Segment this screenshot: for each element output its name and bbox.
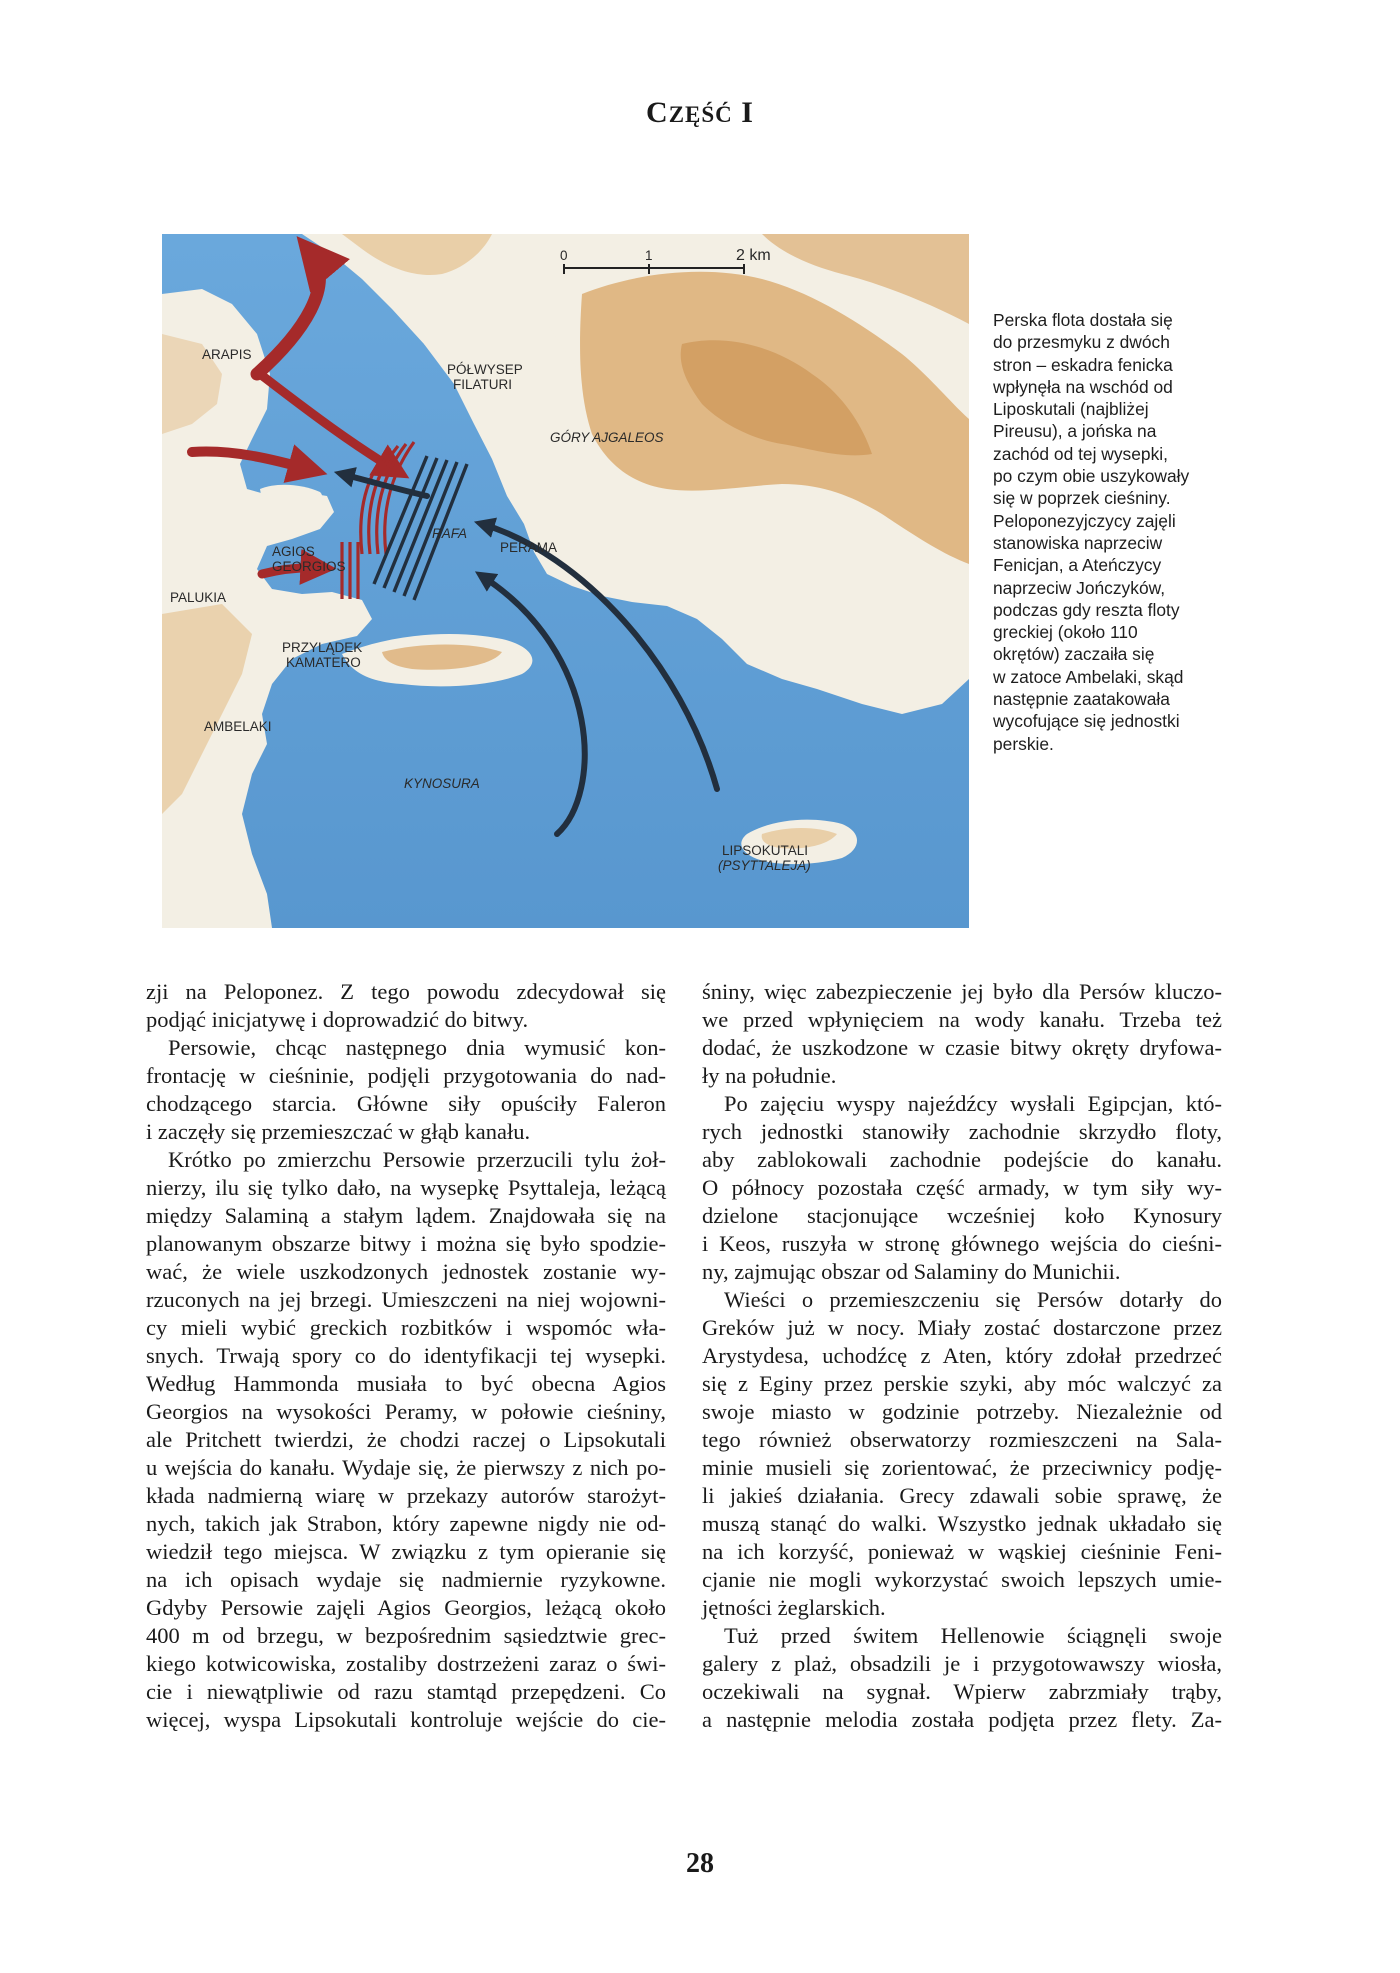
text-line: śniny, więc zabezpieczenie jej było dla Persów kluczo- [702, 979, 1222, 1004]
text-line: rzuconych na jej brzegi. Umieszczeni na niej wojowni- [146, 1287, 666, 1312]
text-line: tego również obserwatorzy rozmieszczeni na Sala- [702, 1427, 1222, 1452]
text-line: Persowie, chcąc następnego dnia wymusić kon- [168, 1035, 666, 1060]
text-line: się z Eginy przez perskie szyki, aby móc walczyć za [702, 1371, 1222, 1396]
text-line: ły na południe. [702, 1063, 837, 1088]
label-perama: PERAMA [500, 540, 558, 555]
label-agios-1: AGIOS [272, 544, 315, 559]
text-line: więcej, wyspa Lipsokutali kontroluje wejście do cie- [146, 1707, 666, 1732]
header-rest: ZĘŚĆ [668, 102, 733, 127]
text-line: Według Hammonda musiała to być obecna Agios [146, 1371, 666, 1396]
label-lipsokutali-2: (PSYTTALEJA) [718, 858, 811, 873]
text-line: kłada nadmierną wiarę w przekazy autorów starożyt- [146, 1483, 666, 1508]
text-line: minie musieli się zorientować, że przeciwnicy podję- [702, 1455, 1222, 1480]
text-line: dzielone stacjonujące wcześniej koło Kynosury [702, 1203, 1222, 1228]
text-line: oczekiwali na sygnał. Wpierw zabrzmiały trąby, [702, 1679, 1222, 1704]
text-line: swoje miasto w godzinie potrzeby. Niezależnie od [702, 1399, 1222, 1424]
scale-tick-1: 1 [645, 248, 653, 263]
caption-line: w zatoce Ambelaki, skąd [993, 666, 1184, 687]
caption-line: wpłynęła na wschód od [993, 376, 1173, 397]
text-line: na ich korzyść, ponieważ w wąskiej cieśninie Feni- [702, 1539, 1222, 1564]
label-polwysep-1: PÓŁWYSEP [447, 362, 523, 377]
text-line: i zaczęły się przemieszczać w głąb kanału. [146, 1119, 531, 1144]
text-line: u wejścia do kanału. Wydaje się, że pierwszy z nich po- [146, 1455, 666, 1480]
scale-tick-0: 0 [560, 248, 568, 263]
page-number: 28 [686, 1848, 714, 1879]
text-line: muszą stanąć do walki. Wszystko jednak układało się [702, 1511, 1222, 1536]
text-line: snych. Trwają spory co do identyfikacji tej wysepki. [146, 1343, 666, 1368]
text-line: na ich opisach wydaje się nadmiernie ryzykowne. [146, 1567, 666, 1592]
text-line: a następnie melodia została podjęta przez flety. Za- [702, 1707, 1222, 1732]
text-line: nierzy, ilu się tylko dało, na wysepkę Psyttaleja, leżącą [146, 1175, 666, 1200]
caption-line: Liposkutali (najbliżej [993, 399, 1149, 420]
caption-line: po czym obie uszykowały [993, 466, 1190, 487]
text-line: cie i niewątpliwie od razu stamtąd przepędzeni. Co [146, 1679, 666, 1704]
text-line: Wieści o przemieszczeniu się Persów dotarły do [724, 1287, 1222, 1312]
text-line: aby zablokowali zachodnie podejście do kanału. [702, 1147, 1222, 1172]
text-line: wiedził tego miejsca. W związku z tym opieranie się [146, 1539, 666, 1564]
caption-line: greckiej (około 110 [993, 622, 1138, 643]
caption-line: stanowiska naprzeciw [993, 532, 1163, 553]
caption-line: perskie. [993, 733, 1054, 754]
text-line: podjąć inicjatywę i doprowadzić do bitwy. [146, 1007, 529, 1032]
caption-line: Fenicjan, a Ateńczycy [993, 555, 1162, 576]
text-line: ale Pritchett twierdzi, że chodzi raczej o Lipsokutali [146, 1427, 666, 1452]
text-line: Tuż przed świtem Hellenowie ściągnęli swoje [724, 1623, 1222, 1648]
battle-map [162, 234, 969, 928]
caption-line: podczas gdy reszta floty [993, 599, 1180, 620]
label-ambelaki: AMBELAKI [204, 719, 272, 734]
page-header [0, 96, 1400, 130]
text-line: we przed wpłynięciem na wody kanału. Trzeba też [702, 1007, 1222, 1032]
left-column [146, 978, 666, 1734]
header-numeral: I [741, 96, 754, 129]
text-line: ny, zajmując obszar od Salaminy do Munichii. [702, 1259, 1121, 1284]
label-kynosura: KYNOSURA [404, 776, 480, 791]
scale-tick-2: 2 km [736, 247, 771, 264]
caption-line: naprzeciw Jończyków, [993, 577, 1166, 598]
label-gory: GÓRY AJGALEOS [550, 430, 664, 445]
text-line: jętności żeglarskich. [702, 1595, 886, 1620]
text-line: i Keos, ruszyła w stronę głównego wejścia do cieśni- [702, 1231, 1222, 1256]
caption-line: Pireusu), a jońska na [993, 421, 1157, 442]
text-line: O północy pozostała część armady, w tym siły wy- [702, 1175, 1222, 1200]
text-line: Arystydesa, uchodźcę z Aten, który zdołał przedrzeć [702, 1343, 1222, 1368]
text-line: dodać, że uszkodzone w czasie bitwy okręty dryfowa- [702, 1035, 1222, 1060]
label-palukia: PALUKIA [170, 590, 227, 605]
caption-line: się w poprzek cieśniny. [993, 488, 1171, 509]
header-initial: C [646, 96, 669, 129]
text-line: nych, takich jak Strabon, który zapewne nigdy nie od- [146, 1511, 666, 1536]
text-line: kiego kotwicowiska, zostaliby dostrzeżeni zaraz o świ- [146, 1651, 666, 1676]
text-line: rych jednostki stanowiły zachodnie skrzydło floty, [702, 1119, 1222, 1144]
caption-line: następnie zaatakowała [993, 689, 1170, 710]
label-rafa: RAFA [432, 526, 468, 541]
label-agios-2: GEORGIOS [272, 559, 346, 574]
label-polwysep-2: FILATURI [453, 377, 513, 392]
caption-line: Perska flota dostała się [993, 310, 1173, 330]
text-line: planowanym obszarze bitwy i można się było spodzie- [146, 1231, 666, 1256]
label-arapis: ARAPIS [202, 347, 252, 362]
text-line: li jakieś działania. Grecy zdawali sobie sprawę, że [702, 1483, 1222, 1508]
text-line: frontację w cieśninie, podjęli przygotowania do nad- [146, 1063, 666, 1088]
text-line: cy mieli wybić greckich rozbitków i wspomóc wła- [146, 1315, 666, 1340]
right-column [702, 978, 1222, 1734]
caption-line: wycofujące się jednostki [993, 711, 1180, 732]
text-line: 400 m od brzegu, w bezpośrednim sąsiedztwie grec- [146, 1623, 666, 1648]
text-line: Gdyby Persowie zajęli Agios Georgios, leżącą około [146, 1595, 666, 1620]
text-line: między Salaminą a stałym lądem. Znajdowała się na [146, 1203, 666, 1228]
text-line: wać, że wiele uszkodzonych jednostek zostanie wy- [146, 1259, 666, 1284]
text-line: galery z plaż, obsadzili je i przygotowawszy wiosła, [702, 1651, 1222, 1676]
text-line: cjanie nie mogli wykorzystać swoich lepszych umie- [702, 1567, 1222, 1592]
caption-line: okrętów) zaczaiła się [993, 644, 1155, 665]
label-przyladek-2: KAMATERO [286, 655, 361, 670]
map-caption [993, 309, 1223, 755]
text-line: Greków już w nocy. Miały zostać dostarczone przez [702, 1315, 1222, 1340]
caption-line: do przesmyku z dwóch [993, 332, 1170, 353]
caption-line: stron – eskadra fenicka [993, 354, 1173, 375]
text-line: chodzącego starcia. Główne siły opuściły Faleron [146, 1091, 666, 1116]
text-line: Po zajęciu wyspy najeźdźcy wysłali Egipcjan, któ- [724, 1091, 1222, 1116]
text-line: Georgios na wysokości Peramy, w połowie cieśniny, [146, 1399, 666, 1424]
label-przyladek-1: PRZYLĄDEK [282, 640, 363, 655]
text-line: Krótko po zmierzchu Persowie przerzucili tylu żoł- [168, 1147, 666, 1172]
caption-line: zachód od tej wysepki, [993, 443, 1168, 464]
label-lipsokutali-1: LIPSOKUTALI [722, 843, 809, 858]
caption-line: Peloponezyjczycy zajęli [993, 510, 1176, 531]
text-line: zji na Peloponez. Z tego powodu zdecydował się [146, 979, 666, 1004]
